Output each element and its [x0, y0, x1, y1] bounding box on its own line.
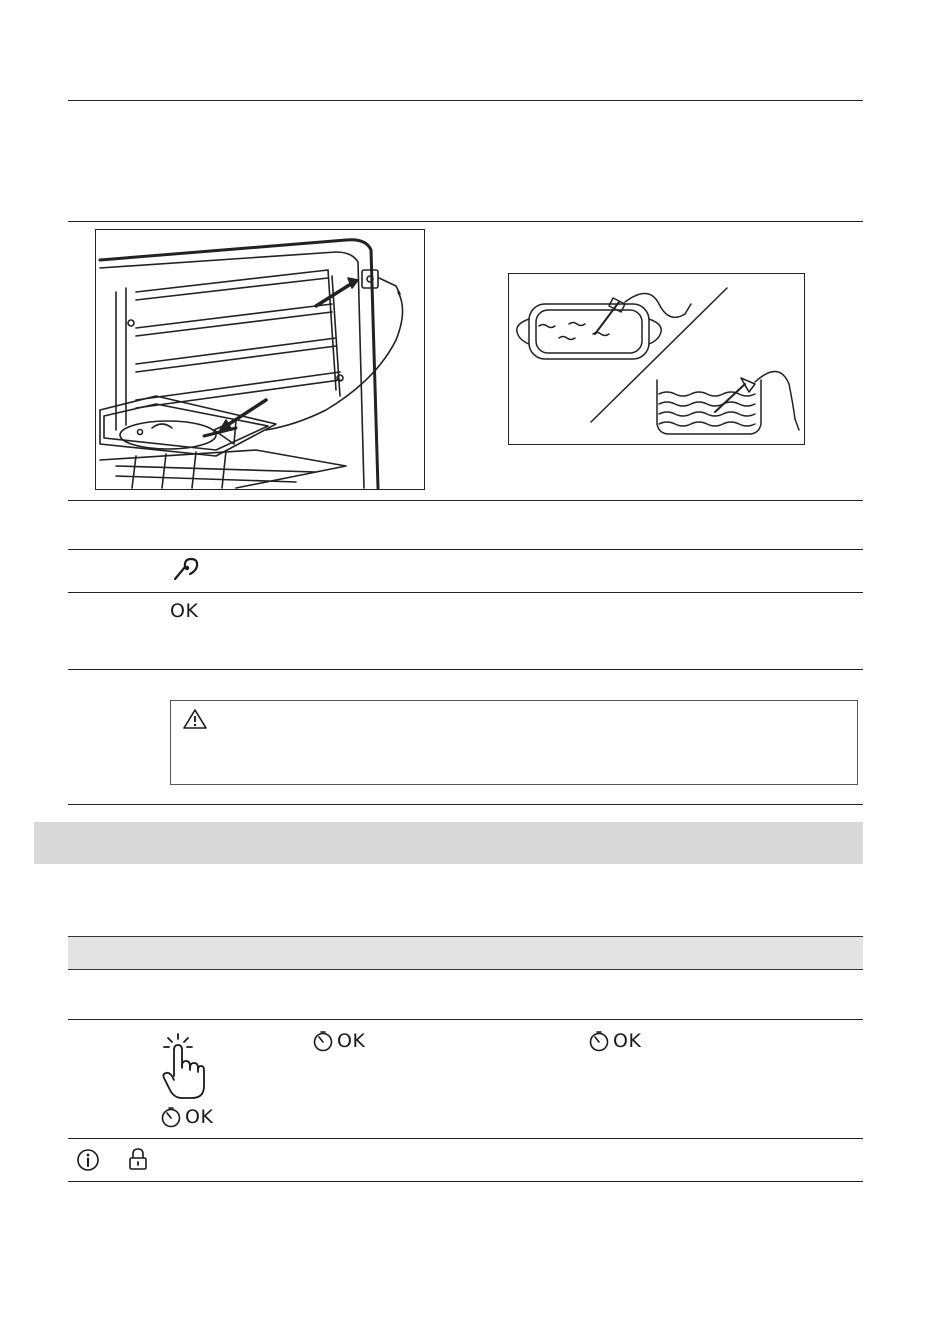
probe-in-dish-figure [508, 273, 805, 445]
rule-warning-row [68, 669, 863, 670]
timer-icon [312, 1030, 334, 1052]
timer-ok-label: OK [185, 1106, 214, 1128]
timer-icon [160, 1106, 182, 1128]
timer-ok-label: OK [337, 1030, 366, 1052]
ok-key-label: OK [170, 600, 199, 622]
timer-icon [588, 1030, 610, 1052]
rule-probe-row [68, 549, 863, 550]
rule-table-row2 [68, 1138, 863, 1139]
timer-ok-key-hand [160, 1106, 213, 1128]
rule-table-row1 [68, 1019, 863, 1020]
timer-ok-key-inline-2 [588, 1030, 641, 1052]
timer-ok-label: OK [613, 1030, 642, 1052]
rule-section-end [68, 804, 863, 805]
rule-ok-row [68, 592, 863, 593]
touch-hand-icon [160, 1030, 208, 1107]
lock-icon [128, 1147, 148, 1176]
rule-top [68, 100, 863, 101]
section-heading-band [34, 822, 863, 864]
warning-triangle-icon [182, 708, 208, 730]
probe-key-icon [172, 556, 202, 587]
info-icon [76, 1148, 100, 1177]
rule-figures-top [68, 221, 863, 222]
oven-probe-illustration [96, 230, 424, 489]
oven-probe-figure [95, 229, 425, 490]
dish-and-liquid-illustration [509, 274, 804, 444]
rule-figures-bottom [68, 500, 863, 501]
rule-table-end [68, 1181, 863, 1182]
warning-box [170, 700, 858, 785]
timer-ok-key-inline-1 [312, 1030, 365, 1052]
table-header [68, 936, 863, 970]
